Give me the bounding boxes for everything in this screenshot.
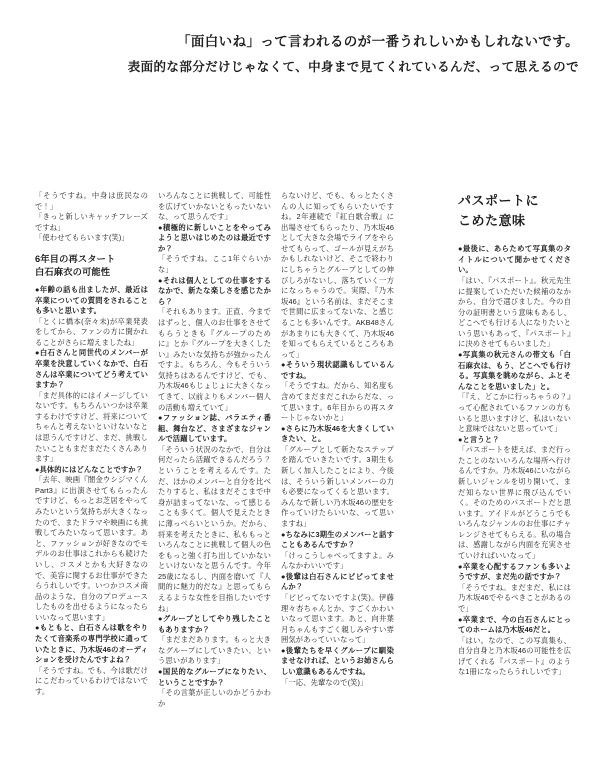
interview-answer: いろんなことに挑戦して、可能性を広げていかないともったいないな、って思うんです」: [158, 191, 271, 222]
pull-quote-headline: [128, 33, 579, 76]
interview-question: ●ファッション誌、バラエティ番組、舞台など、さまざまなジャンルで活躍しています。: [158, 413, 271, 444]
column-1: [35, 191, 148, 697]
section-heading: [35, 253, 148, 279]
interview-question: ●白石さんと同世代のメンバーが卒業を決意していくなかで、白石さんは卒業についてどう考えていますか？: [35, 348, 148, 390]
interview-answer: 「その言葉が正しいのかどうかわか: [158, 688, 271, 708]
headline-line-1: 「面白いね」って言われるのが一番うれしいかもしれないです。: [176, 34, 579, 49]
heading-line: 6年目の再スタート: [35, 253, 116, 264]
interview-answer: らないけど、でも、もっとたくさんの人に知ってもらいたいですね。2年連続で『紅白歌合戦』に出場させてもらったり、乃木坂46として大きな会場でライブをやらせてもらって、ゴールが見えがちかもしれないけど、そこで終わりにしちゃうとグループとしての伸びしろがないし、落ちていく一方になっちゃうので。実際、『乃木坂46』という名前は、まだそこまで世間に広まってないな、と感じることも多いんです。AKB48さんがあまりにも大きくて、乃木坂46を知ってもらえているところもあって」: [281, 191, 394, 359]
interview-answer: 「グループとして新たなステップを踏んでいきたいです。3期生も新しく加入したことにより、今後は、そういう新しいメンバーの力も必要になってくると思います。みんなで新しい乃木坂46の歴史を作っていけたらいいな、って思いますね」: [281, 444, 394, 528]
section-title: [458, 191, 571, 231]
interview-question: ●積極的に新しいことをやってみようと思いはじめたのは最近ですか？: [158, 222, 271, 253]
interview-answer: 「『え、どこかに行っちゃうの？』って心配されているファンの方もいると思いますけど、私はいないと意味ではないと思っていて」: [458, 392, 571, 434]
interview-answer: 「まだまだあります。もっと大きなグループにしていきたい、という思いがあります」: [158, 635, 271, 666]
heading-line: こめた意味: [458, 213, 526, 229]
interview-answer: 「去年、映画『闇金ウシジマくんPart3』に出演させてもらったんですけど、もっとお芝居をやってみたいという気持ちが大きくなったので、またドラマや映画にも挑戦してみたいなって思います。あと、ファッションが好きなのでモデルのお仕事はこれからも続けたいし、コスメとかも大好きなので、美容に関するお仕事ができたらうれしいです。いつかコスメ商品のような、自分のプロデュースしたものを出せるようになったらいいなって思います」: [35, 475, 148, 622]
interview-answer: 「一応、先輩なので(笑)」: [281, 677, 368, 687]
interview-answer: 「そうですね。まだまだ、私には乃木坂46でやるべきことがあるので」: [458, 582, 571, 613]
interview-answer: 「それもあります。正直、今まではずっと、個人のお仕事をさせてもらうときも『グループのために』とか『グループを大きくしたい』みたいな気持ちが強かったんですよ。もちろん、今もそういう気持ちはあるんですけど、でも、乃木坂46もじょじょに大きくなってきて、以前よりもメンバー個人の活動も増えていて」: [158, 307, 271, 412]
interview-question: ●具体的にはどんなことですか？: [35, 464, 144, 474]
interview-question: ●そういう現状認識もしているんですね。: [281, 360, 394, 380]
interview-question: ●国民的なグループになりたい、ということですか？: [158, 667, 271, 687]
interview-answer: 「ビビってないですよ(笑)。伊藤理々杏ちゃんとか、すごくかわいいなって思います。あと、向井葉月ちゃんもすごく親しみやすい雰囲気があっていいなって」: [281, 592, 394, 645]
heading-line: パスポートに: [458, 193, 540, 208]
interview-answer: 「そうですね。だから、知名度も含めてまだまだこれからだな、って思います。6年目からの再スタートじゃないかと」: [281, 381, 394, 423]
interview-question: ●さらに乃木坂46を大きくしていきたい、と。: [281, 423, 394, 444]
interview-question: ●と言うと？: [458, 434, 500, 444]
column-3: [281, 191, 394, 688]
interview-question: ●最後に、あらためて写真集のタイトルについて聞かせてください。: [458, 244, 571, 275]
interview-answer: 「そうですね。でも、今は歌だけにこだわっているわけではないです。: [35, 665, 148, 696]
column-2: [158, 191, 279, 709]
interview-question: ●後輩たちを早くグループに馴染ませなければ、というお姉さんらしい意識もあるんですね。: [281, 645, 394, 677]
interview-answer: 「はい、『パスポート』。秋元先生に提案していただいた候補のなかから、自分で選びました。今の自分の証明書という意味もあるし、どこへでも行ける人になりたいという思いもあって、『パスポート』に決めさせてもらいました」: [458, 276, 571, 349]
interview-question: ●それは個人としての仕事をするなかで、新たな楽しさを感じたから？: [158, 275, 271, 306]
interview-question: ●卒業を心配するファンも多いようですが、まだ先の話ですか？: [458, 561, 571, 582]
interview-question: ●もともと、白石さんは歌をやりたくて音楽系の専門学校に通っていたときに、乃木坂46のオーディションを受けたんですよね？: [35, 623, 148, 665]
interview-question: ●ちなみに3期生のメンバーと話すこともあるんですか？: [281, 529, 394, 550]
interview-question: ●写真集の秋元さんの帯文も「白石麻衣は、もう、どこへでも行ける。写真集を眺めながら、ふとそんなことを思いました」と。: [458, 350, 571, 391]
heading-line: 白石麻衣の可能性: [35, 266, 111, 277]
interview-answer: 「そうですね。中身は庶民なので！」: [35, 191, 148, 211]
column-4: [458, 191, 571, 678]
interview-question: ●グループとしてやり残したこともありますか？: [158, 614, 271, 634]
interview-answer: 「使わせてもらいます(笑)」: [35, 233, 129, 243]
interview-answer: 「けっこうしゃべってますよ。みんなかわいいです」: [281, 550, 394, 571]
interview-question: ●卒業まで、今の白石さんにとってのホームは乃木坂46だと。: [458, 614, 571, 635]
interview-question: ●後輩は白石さんにビビってませんか？: [281, 571, 394, 592]
interview-answer: 「まだ具体的にはイメージしていないです。もちろんいつかは卒業するわけですけど、将来についてちゃんと考えないといけないなとは思うんですけど、まだ、挑戦したいこともまだまだたくさんあります」: [35, 390, 148, 464]
interview-answer: 「そうですね。ここ1年ぐらいかな」: [158, 254, 271, 275]
interview-answer: 「そういう状況のなかで、自分は何だったら活躍できるんだろう？ ということを考えるんです。ただ、ほかのメンバーと自分を比べたりすると、私はまだそこまで中身が詰まってないな、って感じることも多くて。個人で見えたときに薄っぺらいというか。だから、将来を考えたときに、私ももっといろんなことに挑戦して個人の色をもっと強く打ち出していかないといけないなと思うんです。今年25歳になるし、内面を磨いて『人間的に魅力的だな』と思ってもらえるような女性を目指したいですね」: [158, 444, 279, 613]
interview-answer: 「はい。なので、この写真集も、自分自身と乃木坂46の可能性を広げてくれる『パスポート』のような1冊になったらうれしいです」: [458, 635, 571, 677]
interview-question: ●年齢の話も出ましたが、最近は卒業についての質問をされることも多いと思います。: [35, 284, 148, 316]
interview-answer: 「とくに橋本(奈々未)が卒業発表をしてから、ファンの方に聞かれることがさらに増えましたね」: [35, 316, 148, 347]
interview-answer: 「きっと新しいキャッチフレーズですね」: [35, 212, 148, 232]
headline-line-2: 表面的な部分だけじゃなくて、中身まで見てくれているんだ、って思えるので: [127, 59, 579, 74]
article-columns: [35, 191, 571, 709]
interview-answer: 「パスポートを使えば、まだ行ったことのないいろんな場所へ行けるんですか。乃木坂46にいながら新しいジャンルを切り開いて、まだ知らない世界に飛び込んでいく。そのためのパスポートだと思います。アイドルがどうこうでもいろんなジャンルのお仕事にチャレンジさせてもらえる。私の場合は、感謝しながら内面を充実させていければいいなって」: [458, 445, 571, 561]
